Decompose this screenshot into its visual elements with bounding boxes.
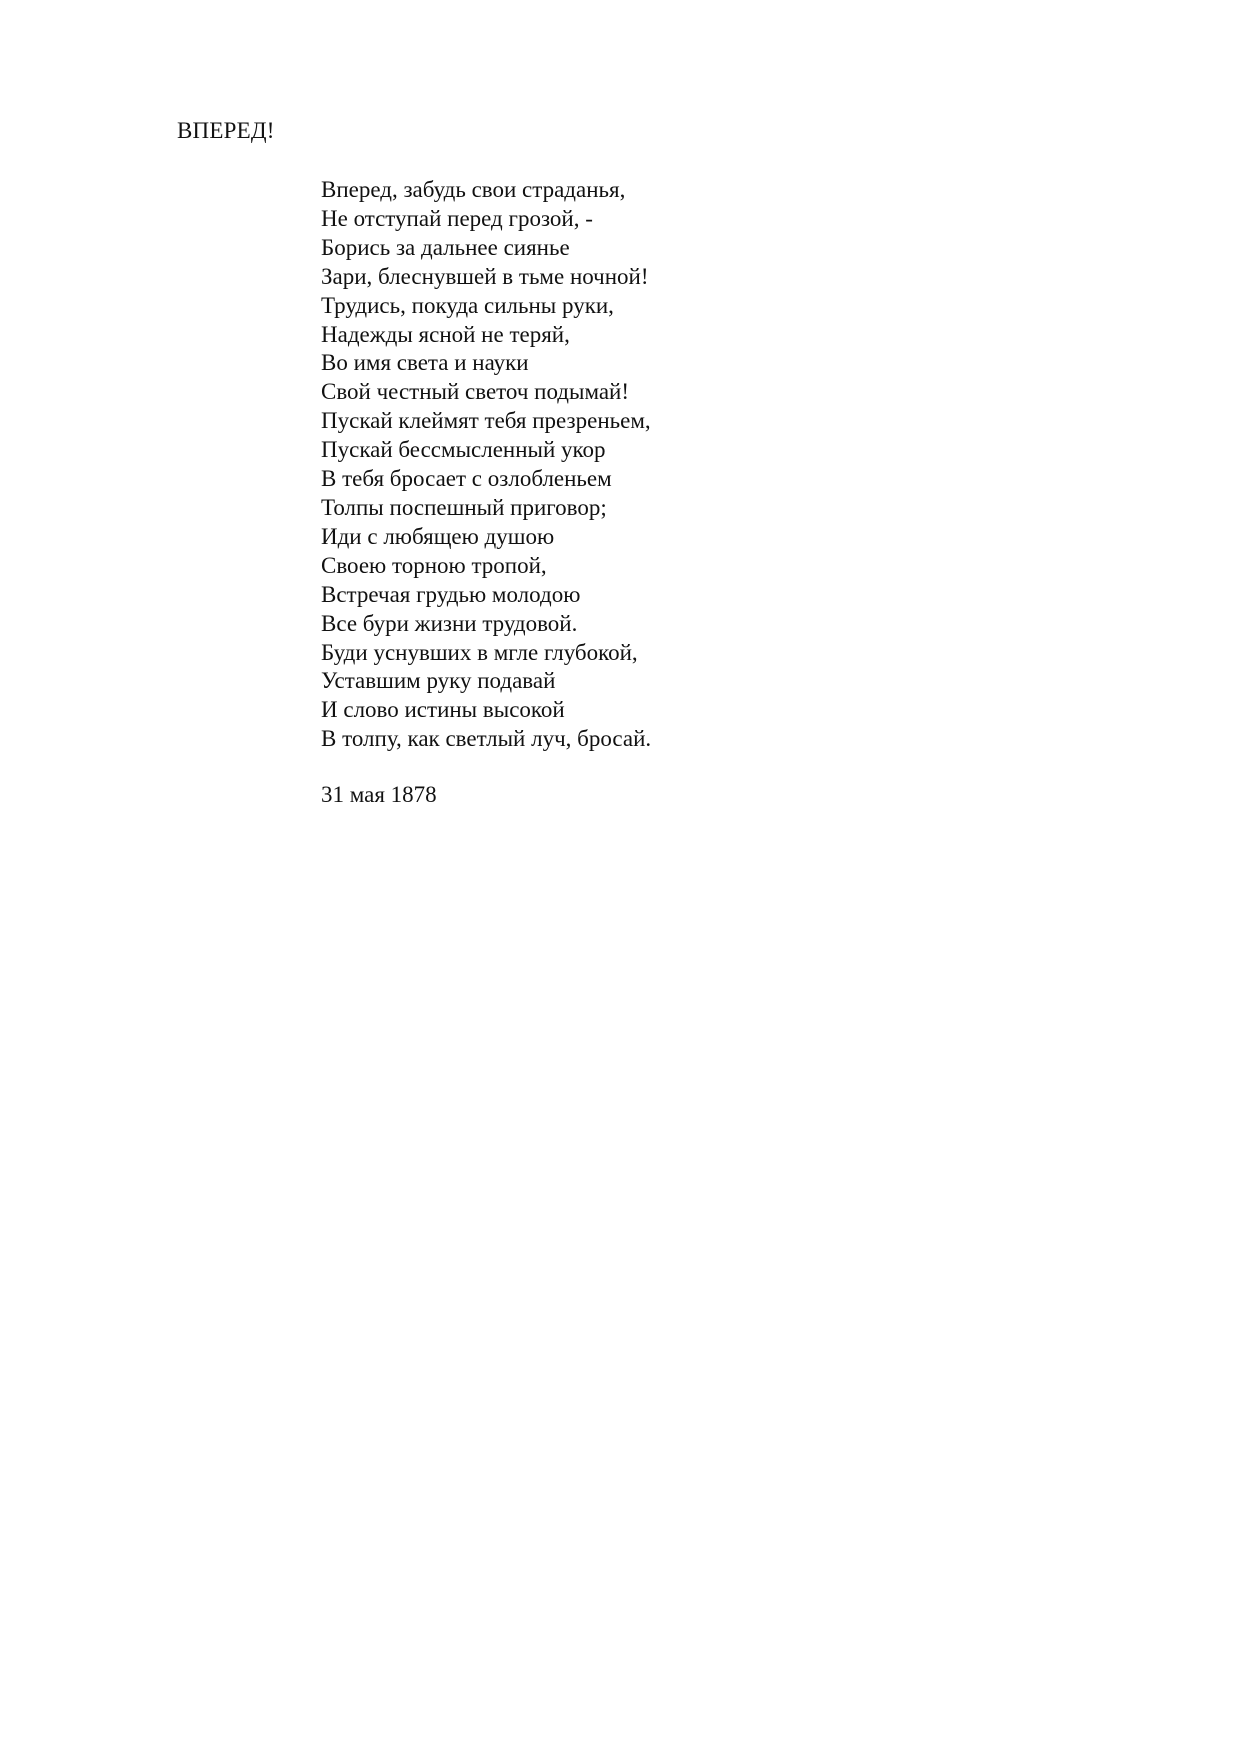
poem-line: Все бури жизни трудовой.	[321, 610, 578, 636]
poem-line: Свой честный светоч подымай!	[321, 379, 630, 405]
poem-line: В тебя бросает с озлобленьем	[321, 466, 612, 492]
poem-line: Надежды ясной не теряй,	[321, 321, 570, 347]
poem-body	[321, 176, 651, 754]
poem-line: Зари, блеснувшей в тьме ночной!	[321, 263, 649, 289]
poem-line: Толпы поспешный приговор;	[321, 494, 607, 520]
poem-line: Вперед, забудь свои страданья,	[321, 177, 626, 202]
poem-line: Не отступай перед грозой, -	[321, 205, 593, 231]
poem-line: Встречая грудью молодою	[321, 581, 581, 607]
poem-title: ВПЕРЕД!	[177, 118, 275, 143]
poem-line: В толпу, как светлый луч, бросай.	[321, 726, 652, 752]
poem-line: Пускай бессмысленный укор	[321, 437, 606, 463]
poem-line: Трудись, покуда сильны руки,	[321, 292, 614, 318]
poem-line: Борись за дальнее сиянье	[321, 234, 570, 260]
poem-line: Своею торною тропой,	[321, 552, 547, 578]
poem-line: Во имя света и науки	[321, 350, 529, 376]
poem-line: Буди уснувших в мгле глубокой,	[321, 639, 638, 665]
poem-line: И слово истины высокой	[321, 697, 565, 723]
poem-line: Пускай клеймят тебя презреньем,	[321, 408, 651, 434]
poem-line: Иди с любящею душою	[321, 523, 555, 549]
poem-line: Уставшим руку подавай	[321, 668, 556, 694]
poem-date: 31 мая 1878	[321, 782, 437, 807]
